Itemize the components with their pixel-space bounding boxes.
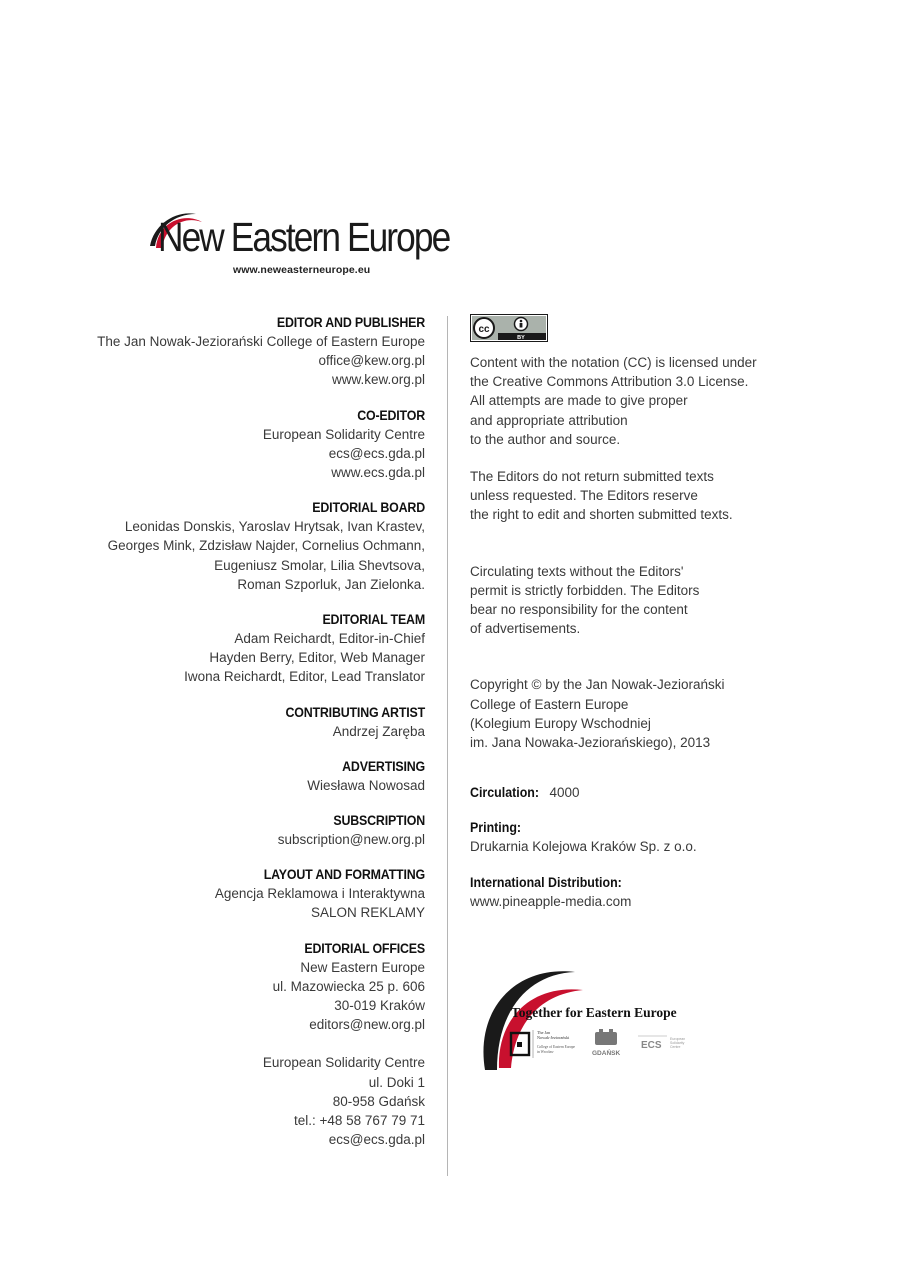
text-line: permit is strictly forbidden. The Editors (470, 582, 700, 598)
email-link[interactable]: ecs@ecs.gda.pl (328, 1132, 425, 1148)
column-divider (447, 316, 448, 1176)
cc-by-license-icon (470, 314, 548, 342)
text-line: Agencja Reklamowa i Interaktywna (214, 886, 425, 902)
text-line: 80-958 Gdańsk (332, 1093, 425, 1109)
text-line: to the author and source. (470, 431, 621, 447)
text-line: of advertisements. (470, 621, 581, 637)
text-line: Eugeniusz Smolar, Lilia Shevtsova, (214, 557, 425, 573)
section-heading: SUBSCRIPTION (333, 813, 425, 829)
printing-label: Printing: (470, 820, 522, 836)
section-heading: EDITORIAL BOARD (312, 500, 425, 516)
ecs-name-line: Centre (670, 1045, 681, 1049)
text-line: SALON REKLAMY (310, 905, 425, 921)
submission-policy-block (470, 467, 890, 525)
email-link[interactable]: ecs@ecs.gda.pl (328, 445, 425, 461)
masthead-column (25, 314, 425, 1166)
together-title: Together for Eastern Europe (511, 1005, 677, 1020)
text-line: unless requested. The Editors reserve (470, 488, 698, 504)
text-line: ul. Doki 1 (368, 1074, 425, 1090)
logo-url[interactable]: www.neweasterneurope.eu (233, 264, 371, 276)
section-layout-formatting (25, 866, 425, 922)
section-heading: CO-EDITOR (357, 407, 425, 423)
gdansk-crest-icon (595, 1029, 617, 1045)
distribution-block (470, 874, 890, 911)
section-advertising (25, 758, 425, 795)
text-line: 30-019 Kraków (334, 998, 425, 1014)
email-link[interactable]: office@kew.org.pl (318, 353, 425, 369)
text-line: The Editors do not return submitted texts (470, 469, 714, 485)
section-heading: CONTRIBUTING ARTIST (285, 704, 425, 720)
section-heading: EDITORIAL TEAM (322, 612, 425, 628)
section-editor-publisher (25, 314, 425, 390)
text-line: College of Eastern Europe (470, 696, 629, 712)
text-line: the right to edit and shorten submitted texts. (470, 507, 733, 523)
magazine-logo (146, 210, 450, 285)
section-subscription (25, 812, 425, 849)
text-line: Adam Reichardt, Editor-in-Chief (234, 631, 425, 647)
section-editorial-board (25, 499, 425, 594)
section-heading: EDITOR AND PUBLISHER (276, 315, 425, 330)
section-co-editor (25, 407, 425, 483)
kew-name-line: College of Eastern Europe (537, 1045, 576, 1049)
section-editorial-offices (25, 940, 425, 1035)
text-line: Iwona Reichardt, Editor, Lead Translator (184, 669, 425, 685)
text-line: Roman Szporluk, Jan Zielonka. (237, 576, 425, 592)
by-text: BY (517, 335, 525, 341)
web-link[interactable]: www.kew.org.pl (331, 372, 425, 388)
text-line: Content with the notation (CC) is licensed under (470, 355, 757, 370)
text-line: Andrzej Zaręba (332, 723, 425, 739)
logo-title: New Eastern Europe (158, 214, 450, 260)
text-line: tel.: +48 58 767 79 71 (294, 1113, 425, 1129)
email-link[interactable]: subscription@new.org.pl (277, 832, 425, 848)
text-line: im. Jana Nowaka-Jeziorańskiego), 2013 (470, 735, 711, 751)
section-heading: LAYOUT AND FORMATTING (263, 867, 425, 883)
distribution-link[interactable]: www.pineapple-media.com (470, 893, 632, 909)
kew-name-line: in Wrocław (537, 1050, 554, 1054)
text-line: European Solidarity Centre (262, 426, 425, 442)
text-line: and appropriate attribution (470, 412, 628, 428)
ecs-name-line: Solidarity (670, 1041, 685, 1045)
circulation-policy-block (470, 562, 890, 639)
license-block (470, 353, 890, 449)
circulation-value: 4000 (549, 785, 580, 801)
text-line: Circulating texts without the Editors' (470, 563, 684, 579)
together-arcs-icon (475, 960, 715, 1075)
distribution-label: International Distribution: (470, 874, 622, 890)
text-line: Wiesława Nowosad (307, 777, 425, 793)
ecs-label: ECS (641, 1040, 662, 1051)
section-contributing-artist (25, 704, 425, 741)
section-editorial-team (25, 611, 425, 687)
text-line: Georges Mink, Zdzisław Najder, Cornelius Ochmann, (107, 538, 425, 554)
text-line: ul. Mazowiecka 25 p. 606 (272, 978, 425, 994)
text-line: All attempts are made to give proper (470, 393, 688, 409)
text-line: bear no responsibility for the content (470, 602, 688, 618)
copyright-block (470, 675, 890, 752)
together-for-eastern-europe-logo (475, 960, 715, 1075)
text-line: (Kolegium Europy Wschodniej (470, 715, 651, 731)
kew-name-line: Nowak-Jeziorański (537, 1035, 570, 1040)
circulation-line (470, 783, 890, 802)
section-heading: ADVERTISING (342, 758, 425, 774)
text-line: the Creative Commons Attribution 3.0 License. (470, 374, 749, 390)
email-link[interactable]: editors@new.org.pl (309, 1017, 425, 1033)
circulation-label: Circulation: (470, 785, 540, 801)
text-line: New Eastern Europe (300, 959, 425, 975)
info-column (470, 314, 890, 929)
text-line: Leonidas Donskis, Yaroslav Hrytsak, Ivan Krastev, (124, 519, 425, 535)
gdansk-label: GDAŃSK (592, 1050, 621, 1057)
kew-name-line: The Jan (537, 1030, 551, 1035)
cc-text: cc (478, 324, 490, 335)
section-heading: EDITORIAL OFFICES (304, 940, 425, 956)
printing-value: Drukarnia Kolejowa Kraków Sp. z o.o. (470, 839, 697, 855)
text-line: European Solidarity Centre (262, 1055, 425, 1071)
section-office-gdansk (25, 1053, 425, 1149)
text-line: The Jan Nowak-Jeziorański College of Eastern Europe (97, 334, 425, 349)
web-link[interactable]: www.ecs.gda.pl (331, 465, 425, 481)
text-line: Hayden Berry, Editor, Web Manager (209, 650, 425, 666)
printing-block (470, 819, 890, 856)
ecs-name-line: European (670, 1037, 686, 1041)
text-line: Copyright © by the Jan Nowak-Jeziorański (470, 677, 725, 693)
